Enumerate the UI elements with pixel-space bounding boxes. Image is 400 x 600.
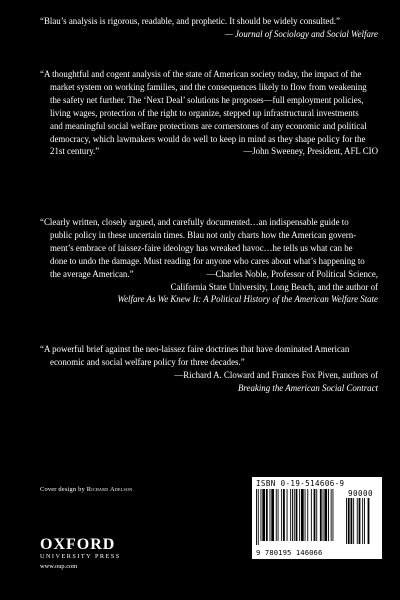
review-quote-4 [40,343,378,395]
review-quote-3 [40,216,378,306]
quote-attribution: —John Sweeney, President, AFL CIO [243,146,378,157]
quote-text: “A thoughtful and cogent analysis of the state of American society today, the impact of the [40,69,362,79]
publisher-subtitle: UNIVERSITY PRESS [40,553,121,560]
book-title: Breaking the American Social Contract [237,382,378,393]
quote-text: living wages, protection of the right to organize, stepped up infrastructural investments [50,107,359,118]
quote-last-line-row [40,145,378,158]
quote-text: “A powerful brief against the neo-laissez faire doctrines that have dominated American [40,344,350,354]
quote-text: “Blau’s analysis is rigorous, readable, and prophetic. It should be widely consulted.” [40,16,340,26]
quote-attribution: — Journal of Sociology and Social Welfare [224,28,378,39]
review-quote-2 [40,68,378,158]
isbn-barcode [252,477,382,559]
quote-attribution: —Richard A. Cloward and Frances Fox Piven, authors of [174,369,378,380]
isbn-number: ISBN 0-19-514606-9 [256,479,345,488]
publisher-block [40,537,150,572]
quote-text: market system on working families, and the consequences likely to flow from weakening [50,81,367,92]
quote-text: done to undo the damage. Must reading for anyone who cares about what’s happening to [50,255,365,266]
quote-attribution: —Charles Noble, Professor of Political Science, [206,268,378,279]
designer-name: Richard Adelson [86,486,133,493]
quote-text: and meaningful social welfare protections are cornerstones of any economic and political [50,120,367,131]
quote-text: 21st century.” [50,146,100,157]
quote-text: ment’s embrace of laissez-faire ideology has wreaked havoc…he tells us what can be [50,242,353,253]
review-quote-1 [40,15,378,41]
quote-attribution: California State University, Long Beach, and the author of [170,281,378,292]
publisher-website: www.oup.com [40,563,78,570]
price-barcode-bars-icon [346,498,378,548]
credit-prefix: Cover design by [40,486,85,493]
book-title: Welfare As We Knew It: A Political History of the American Welfare State [117,294,378,305]
quote-last-line-row [40,268,378,281]
quote-text: public policy in these uncertain times. Blau not only charts how the American govern- [50,229,357,240]
barcode-bars-icon [256,489,344,547]
quote-text: “Clearly written, closely argued, and carefully documented…an indispensable guide to [40,217,349,227]
cover-design-credit [40,486,132,493]
price-code: 90000 [348,489,374,498]
quote-text: economic and social welfare policy for three decades.” [50,356,245,367]
quote-text: democracy, which lawmakers would do well to keep in mind as they shape policy for the [50,133,366,144]
barcode-digits: 9 780195 146066 [256,548,323,557]
publisher-logo: OXFORD [40,536,116,553]
quote-text: the average American.” [50,268,134,279]
quote-text: the safety net further. The ‘Next Deal’ solutions he proposes—full employment policies, [50,94,364,105]
